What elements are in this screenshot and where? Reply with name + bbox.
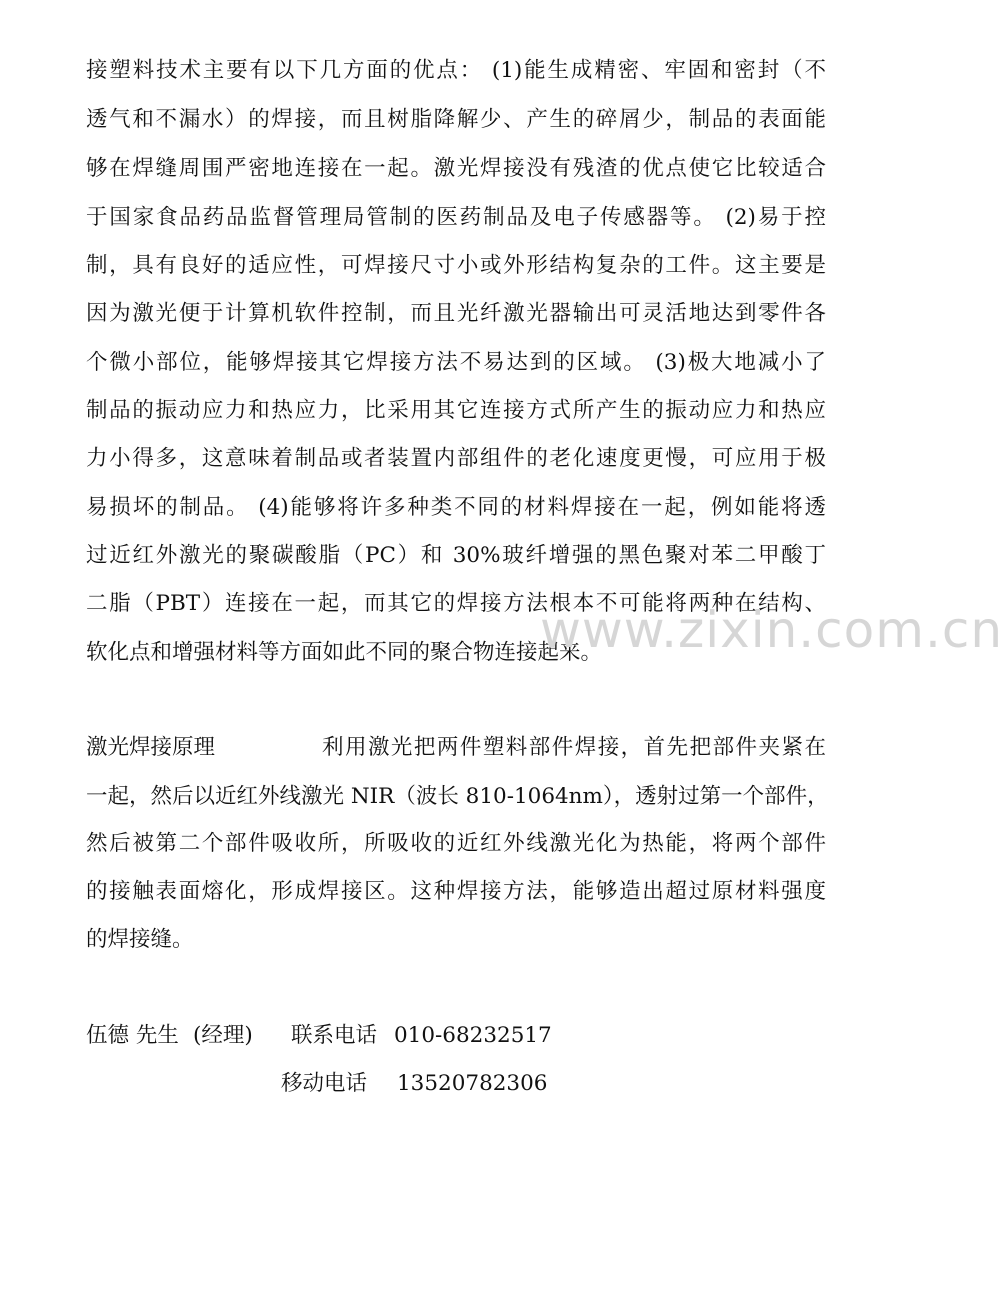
paragraph-line: 因为激光便于计算机软件控制，而且光纤激光器输出可灵活地达到零件各 (86, 301, 826, 326)
paragraph-line: 制，具有良好的适应性，可焊接尺寸小或外形结构复杂的工件。这主要是 (86, 253, 826, 278)
paragraph-line: 个微小部位，能够焊接其它焊接方法不易达到的区域。 (3)极大地减小了 (86, 350, 826, 375)
paragraph-line: 一起，然后以近红外线激光 NIR（波长 810-1064nm），透射过第一个部件， (86, 784, 829, 809)
section-heading: 激光焊接原理 (86, 735, 216, 760)
paragraph-line: 于国家食品药品监督管理局管制的医药制品及电子传感器等。 (2)易于控 (86, 205, 826, 230)
paragraph-line: 易损坏的制品。 (4)能够将许多种类不同的材料焊接在一起，例如能将透 (86, 495, 826, 520)
paragraph-line: 的焊接缝。 (86, 927, 194, 952)
paragraph-line: 够在焊缝周围严密地连接在一起。激光焊接没有残渣的优点使它比较适合 (86, 156, 826, 181)
phone-number: 010-68232517 (394, 1023, 552, 1048)
contact-name: 伍德 先生 (86, 1023, 179, 1048)
paragraph-line: 然后被第二个部件吸收所，所吸收的近红外线激光化为热能，将两个部件 (86, 831, 826, 856)
paragraph-line: 制品的振动应力和热应力，比采用其它连接方式所产生的振动应力和热应 (86, 398, 826, 423)
contact-title: (经理) (193, 1023, 253, 1048)
paragraph-line: 的接触表面熔化，形成焊接区。这种焊接方法，能够造出超过原材料强度 (86, 879, 826, 904)
mobile-number: 13520782306 (397, 1071, 548, 1096)
paragraph-line: 力小得多，这意味着制品或者装置内部组件的老化速度更慢，可应用于极 (86, 446, 826, 471)
paragraph-line: 透气和不漏水）的焊接，而且树脂降解少、产生的碎屑少，制品的表面能 (86, 107, 826, 132)
mobile-label: 移动电话 (281, 1071, 368, 1096)
paragraph-line: 过近红外激光的聚碳酸脂（PC）和 30%玻纤增强的黑色聚对苯二甲酸丁 (86, 543, 826, 568)
paragraph-line: 接塑料技术主要有以下几方面的优点： (1)能生成精密、牢固和密封（不 (86, 58, 826, 83)
paragraph-line: 利用激光把两件塑料部件焊接，首先把部件夹紧在 (322, 735, 826, 760)
paragraph-line: 二脂（PBT）连接在一起，而其它的焊接方法根本不可能将两种在结构、 (86, 591, 826, 616)
phone-label: 联系电话 (291, 1023, 378, 1048)
paragraph-line: 软化点和增强材料等方面如此不同的聚合物连接起来。 (86, 640, 603, 665)
watermark: www.zixin.com.cn (540, 601, 1003, 659)
